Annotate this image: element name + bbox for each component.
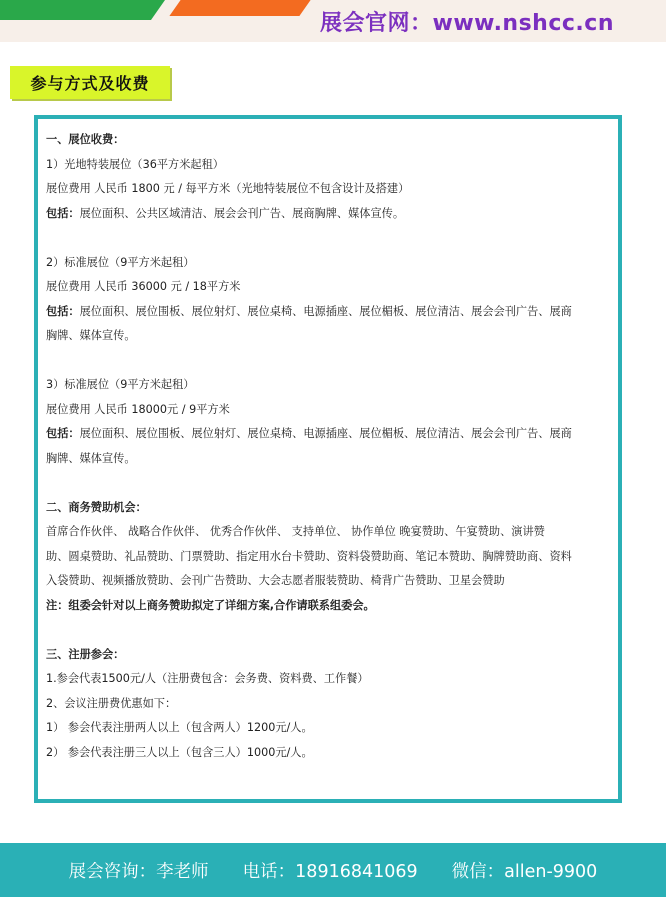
booth-item1-includes (46, 202, 616, 227)
includes-label: 包括： (46, 206, 80, 220)
includes-text: 展位面积、展位围板、展位射灯、展位桌椅、电源插座、展位楣板、展位清洁、展会会刊广告、展商 (79, 427, 572, 440)
footer-phone: 电话：18916841069 (242, 861, 418, 882)
site-url-text: 展会官网：www.nshcc.cn (320, 11, 614, 36)
booth-item2-includes (46, 300, 616, 325)
booth-item2-title: 2）标准展位（9平方米起租） (46, 255, 195, 269)
booth-item3-title: 3）标准展位（9平方米起租） (46, 378, 195, 391)
booth-item3-includes-cont: 胸牌、媒体宣传。 (46, 451, 136, 465)
includes-text: 展位面积、展位围板、展位射灯、展位桌椅、电源插座、展位楣板、展位清洁、展会会刊广告、展商 (79, 304, 572, 318)
registration-line-4: 2） 参会代表注册三人以上（包含三人）1000元/人。 (46, 745, 313, 759)
registration-line-1: 1.参会代表1500元/人（注册费包含：会务费、资料费、工作餐） (46, 672, 369, 685)
content-body (46, 128, 616, 765)
includes-label: 包括： (46, 427, 80, 440)
booth-item3-fee: 展位费用 人民币 18000元 / 9平方米 (46, 402, 230, 416)
footer-contact-bar (0, 843, 666, 897)
booth-item2-includes-cont: 胸牌、媒体宣传。 (46, 329, 136, 342)
registration-line-2: 2、会议注册费优惠如下： (46, 696, 177, 710)
includes-label: 包括： (46, 304, 80, 318)
includes-text: 展位面积、公共区域清洁、展会会刊广告、展商胸牌、媒体宣传。 (79, 206, 405, 220)
green-stripe-decoration (0, 0, 179, 20)
section-title: 参与方式及收费 (10, 66, 170, 99)
booth-item2-fee: 展位费用 人民币 36000 元 / 18平方米 (46, 280, 241, 293)
booth-heading: 一、展位收费： (46, 133, 125, 146)
registration-line-3: 1） 参会代表注册两人以上（包含两人）1200元/人。 (46, 721, 313, 734)
registration-heading: 三、注册参会： (46, 647, 125, 661)
booth-item3-includes (46, 422, 616, 447)
footer-contact: 展会咨询：李老师 (68, 861, 209, 882)
sponsor-line-2: 助、圆桌赞助、礼品赞助、门票赞助、指定用水台卡赞助、资料袋赞助商、笔记本赞助、胸牌赞助商、资料 (46, 549, 572, 563)
footer-wechat: 微信：allen-9900 (451, 861, 598, 882)
booth-item1-fee: 展位费用 人民币 1800 元 / 每平方米（光地特装展位不包含设计及搭建） (46, 182, 410, 195)
sponsor-line-3: 入袋赞助、视频播放赞助、会刊广告赞助、大会志愿者服装赞助、椅背广告赞助、卫星会赞助 (46, 574, 505, 587)
orange-stripe-decoration (169, 0, 324, 16)
top-banner (0, 0, 666, 42)
sponsor-note: 注：组委会针对以上商务赞助拟定了详细方案,合作请联系组委会。 (46, 598, 375, 612)
booth-item1-title: 1）光地特装展位（36平方米起租） (46, 157, 224, 171)
sponsor-line-1: 首席合作伙伴、 战略合作伙伴、 优秀合作伙伴、 支持单位、 协作单位 晚宴赞助、午宴赞助、演讲赞 (46, 525, 545, 538)
sponsor-heading: 二、商务赞助机会： (46, 500, 147, 514)
